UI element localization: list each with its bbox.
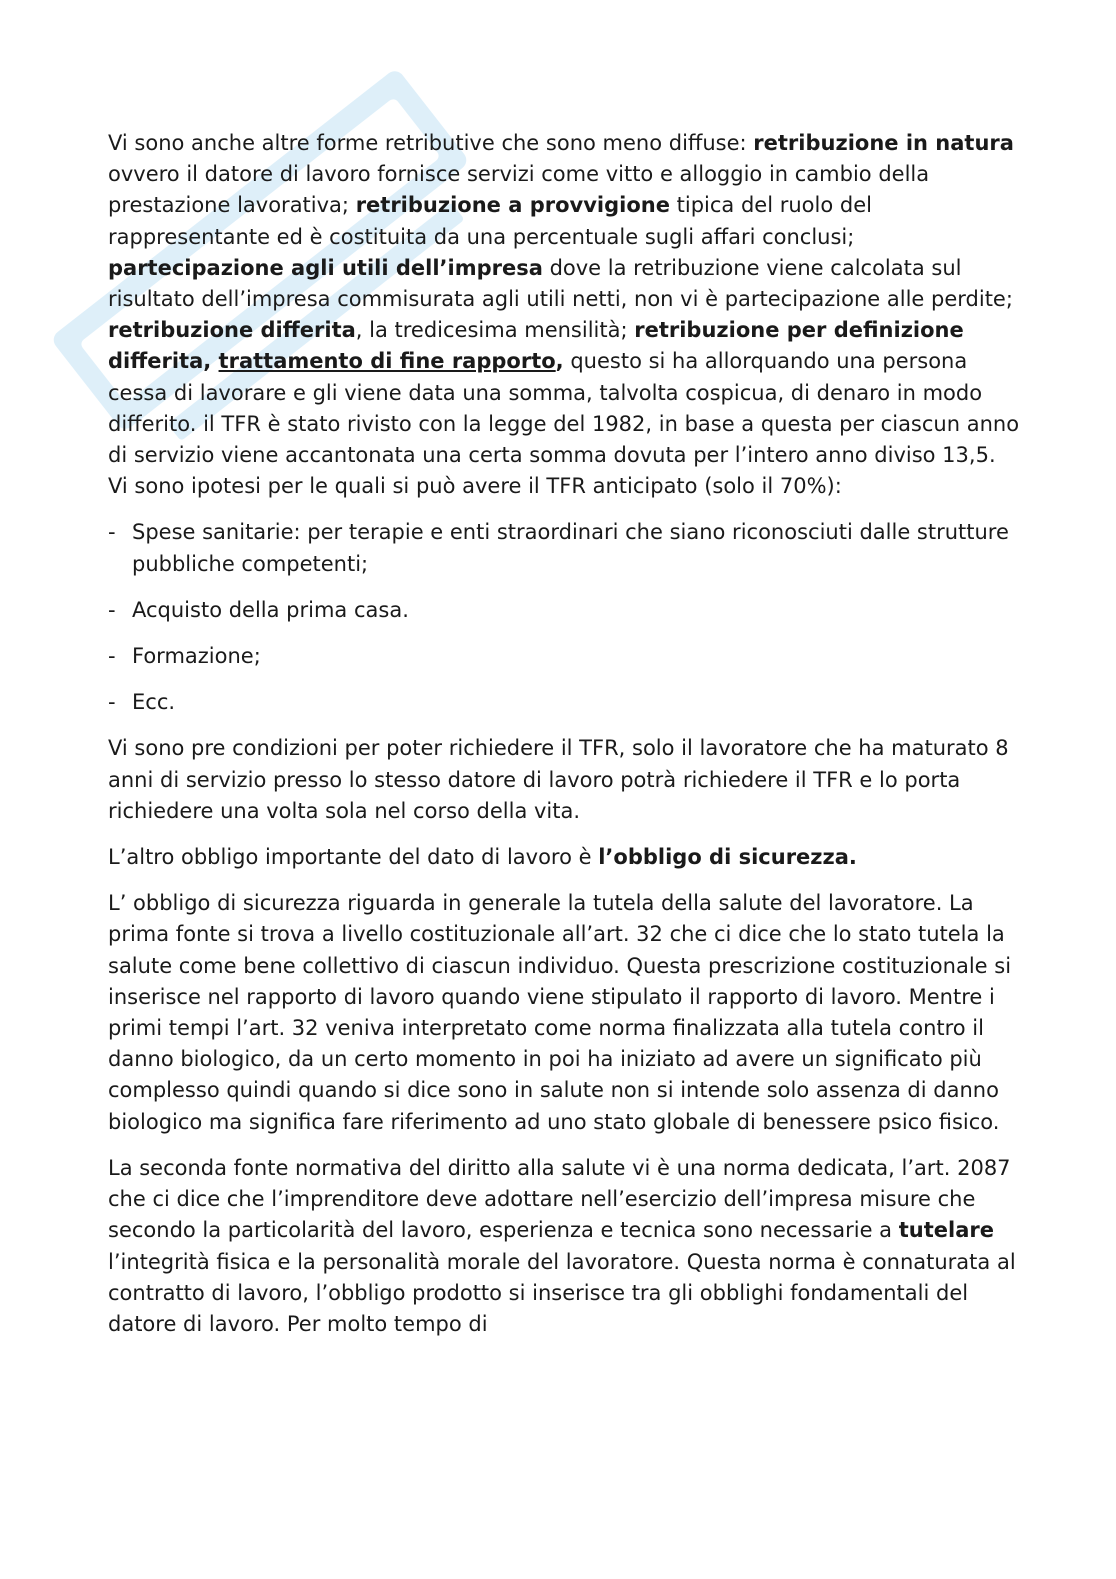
text-run: ovvero il datore di lavoro fornisce servizi come vitto e alloggio in cambio della prestazione lavorativa;	[108, 162, 930, 218]
bold-term: retribuzione per definizione differita,	[108, 318, 964, 374]
bold-term: retribuzione a provvigione	[355, 193, 670, 218]
text-run: , la tredicesima mensilità;	[355, 318, 635, 343]
list-item	[108, 595, 1020, 626]
text-run: La seconda fonte normativa del diritto alla salute vi è una norma dedicata, l’art. 2087 che ci dice che l’imprenditore deve adottare nell’esercizio dell’impresa misure che secondo la particolarità del lavoro, esperienza e tecnica sono necessarie a	[108, 1155, 1011, 1243]
document-body	[108, 128, 1020, 1355]
paragraph-tutela-salute: L’ obbligo di sicurezza riguarda in generale la tutela della salute del lavoratore. La prima fonte si trova a livello costituzionale all’art. 32 che ci dice che lo stato tutela la salute come bene collettivo di ciascun individuo. Questa prescrizione costituzionale si inserisce nel rapporto di lavoro quando viene stipulato il rapporto di lavoro. Mentre i primi tempi l’art. 32 veniva interpretato come norma finalizzata alla tutela contro il danno biologico, da un certo momento in poi ha iniziato ad avere un significato più complesso quindi quando si dice sono in salute non si intende solo assenza di danno biologico ma significa fare riferimento ad uno stato globale di benessere psico fisico.	[108, 891, 1012, 1134]
list-item-text: Ecc.	[132, 690, 176, 715]
bold-underlined-term: trattamento di fine rapporto	[218, 349, 556, 374]
bold-term: tutelare	[898, 1218, 994, 1243]
bold-term: retribuzione differita	[108, 318, 356, 343]
list-item	[108, 641, 1020, 672]
list-dash: -	[108, 597, 116, 622]
bold-term: ,	[555, 349, 564, 374]
list-dash: -	[108, 644, 116, 669]
text-run: l’integrità fisica e la personalità morale del lavoratore. Questa norma è connaturata al contratto di lavoro, l’obbligo prodotto si inserisce tra gli obblighi fondamentali del datore di lavoro. Per molto tempo di	[108, 1249, 1016, 1336]
paragraph-obbligo-sicurezza	[108, 842, 1020, 873]
text-run: L’altro obbligo importante del dato di lavoro è	[108, 845, 599, 870]
list-item	[108, 517, 1020, 579]
bold-term: partecipazione agli utili dell’impresa	[108, 255, 543, 280]
list-dash: -	[108, 520, 116, 545]
list-dash: -	[108, 690, 116, 715]
tfr-hypotheses-list	[108, 517, 1020, 718]
text-run: dove la retribuzione viene calcolata sul risultato dell’impresa commisurata agli utili netti, non vi è partecipazione alle perdite;	[108, 255, 1013, 312]
bold-term: l’obbligo di sicurezza.	[598, 845, 857, 870]
paragraph-precondizioni: Vi sono pre condizioni per poter richiedere il TFR, solo il lavoratore che ha maturato 8 anni di servizio presso lo stesso datore di lavoro potrà richiedere il TFR e lo porta richiedere una volta sola nel corso della vita.	[108, 736, 1009, 823]
list-item-text: Acquisto della prima casa.	[132, 597, 409, 622]
paragraph-retribuzioni	[108, 128, 1020, 502]
list-item-text: Spese sanitarie: per terapie e enti straordinari che siano riconosciuti dalle strutture pubbliche competenti;	[132, 520, 1009, 576]
text-run: questo si ha allorquando una persona cessa di lavorare e gli viene data una somma, talvolta cospicua, di denaro in modo differito. il TFR è stato rivisto con la legge del 1982, in base a questa per ciascun anno di servizio viene accantonata una certa somma dovuta per l’intero anno diviso 13,5. Vi sono ipotesi per le quali si può avere il TFR anticipato (solo il 70%):	[108, 349, 1020, 499]
bold-term: retribuzione in natura	[753, 131, 1014, 155]
list-item	[108, 687, 1020, 718]
paragraph-art-2087	[108, 1153, 1020, 1340]
text-run: tipica del ruolo del rappresentante ed è costituita da una percentuale sugli affari conclusi;	[108, 193, 872, 249]
list-item-text: Formazione;	[132, 644, 261, 669]
text-run: Vi sono anche altre forme retributive che sono meno diffuse:	[108, 131, 754, 155]
